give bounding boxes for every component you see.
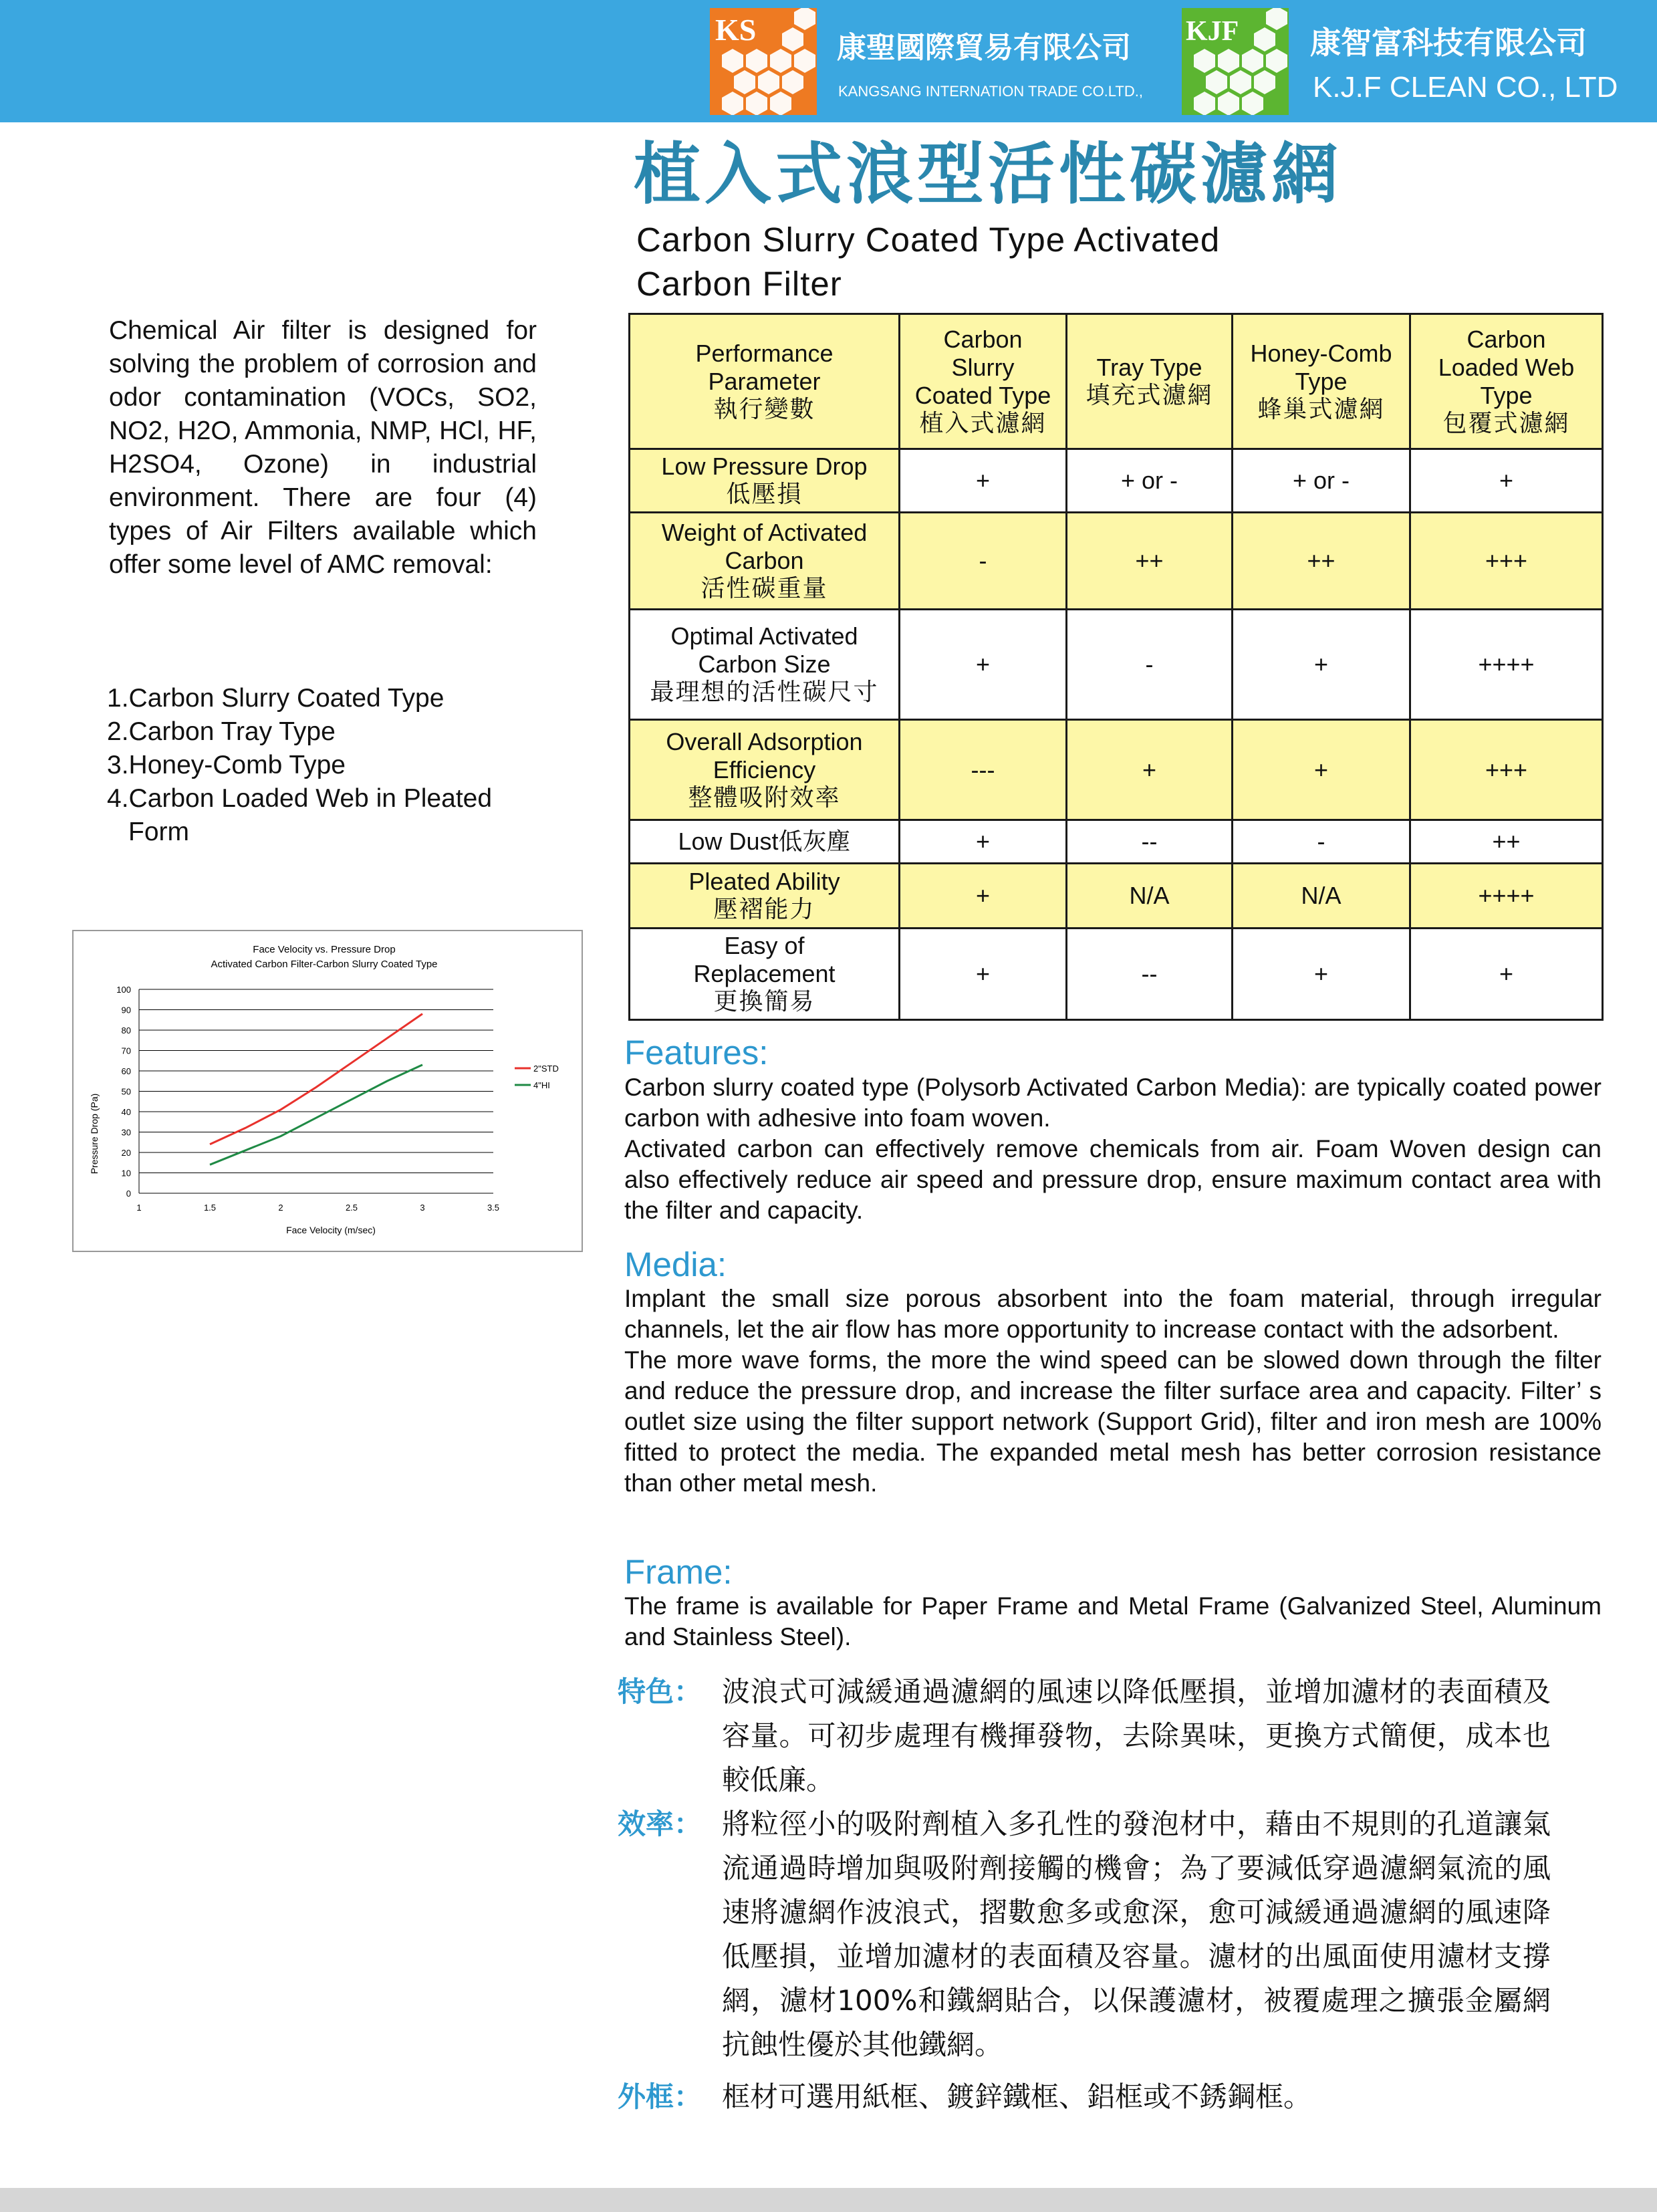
- zh-frame-text: 框材可選用紙框、鍍鋅鐵框、鋁框或不銹鋼框。: [722, 2080, 1312, 2113]
- kjf-logo: [1182, 8, 1289, 115]
- ks-logo-icon: [710, 8, 817, 115]
- chart-x-label: Face Velocity (m/sec): [286, 1225, 376, 1235]
- row-label: Low Pressure Drop 低壓損: [630, 449, 900, 513]
- row-label: Overall Adsorption Efficiency 整體吸附效率: [630, 720, 900, 820]
- y-tick-label: 80: [121, 1025, 131, 1035]
- media-heading: Media:: [624, 1245, 727, 1283]
- zh-frame-label: 外框：: [618, 2080, 703, 2113]
- row-label: Easy of Replacement 更換簡易: [630, 929, 900, 1020]
- chart-y-label: Pressure Drop (Pa): [89, 1093, 100, 1175]
- row-label: Low Dust低灰塵: [630, 820, 900, 864]
- header-slurry-coated: Carbon Slurry Coated Type 植入式濾網: [900, 314, 1067, 449]
- frame-paragraph-1: The frame is available for Paper Frame and Metal Frame (Galvanized Steel, Aluminum and Stainless Steel).: [624, 1592, 1602, 1650]
- table-cell: --: [1067, 820, 1233, 864]
- table-cell: N/A: [1067, 864, 1233, 929]
- intro-paragraph: Chemical Air filter is designed for solving the problem of corrosion and odor contamination (VOCs, SO2, NO2, H2O, Ammonia, NMP, HCl, HF, H2SO4, Ozone) in industrial environment. There are four (4) types of Air Filters available which offer some level of AMC removal:: [109, 316, 537, 579]
- table-cell: +: [1233, 610, 1410, 720]
- table-cell: + or -: [1067, 449, 1233, 513]
- table-cell: ++++: [1410, 864, 1603, 929]
- list-item: 3.Honey-Comb Type: [107, 751, 346, 779]
- y-tick-label: 40: [121, 1107, 131, 1117]
- table-cell: +: [1410, 449, 1603, 513]
- legend-label: 4"HI: [533, 1080, 550, 1090]
- features-paragraph-2: Activated carbon can effectively remove chemicals from air. Foam Woven design can also effectively reduce air speed and pressure drop, ensure maximum contact area with the filter and capacity.: [624, 1135, 1602, 1224]
- legend-label: 2"STD: [533, 1064, 559, 1074]
- row-label: Optimal Activated Carbon Size 最理想的活性碳尺寸: [630, 610, 900, 720]
- features-paragraph-1: Carbon slurry coated type (Polysorb Activated Carbon Media): are typically coated power carbon with adhesive into foam woven.: [624, 1074, 1602, 1132]
- table-cell: N/A: [1233, 864, 1410, 929]
- y-tick-label: 70: [121, 1046, 131, 1056]
- table-cell: +++: [1410, 720, 1603, 820]
- table-cell: --: [1067, 929, 1233, 1020]
- table-cell: ++: [1233, 513, 1410, 610]
- table-cell: +: [1067, 720, 1233, 820]
- table-cell: -: [1067, 610, 1233, 720]
- table-cell: +++: [1410, 513, 1603, 610]
- y-tick-label: 60: [121, 1066, 131, 1076]
- zh-efficiency-text: 將粒徑小的吸附劑植入多孔性的發泡材中，藉由不規則的孔道讓氣流通過時增加與吸附劑接觸的機會；為了要減低穿過濾網氣流的風速將濾網作波浪式，摺數愈多或愈深，愈可減緩通過濾網的風速降低壓損，並增加濾材的表面積及容量。濾材的出風面使用濾材支撐網，濾材100%和鐵網貼合，以保護濾材，被覆處理之擴張金屬網抗蝕性優於其他鐵網。: [722, 1808, 1551, 2061]
- table-row: [630, 864, 1603, 929]
- row-label: Weight of Activated Carbon 活性碳重量: [630, 513, 900, 610]
- filter-types-list: [107, 682, 535, 849]
- frame-body: [624, 1591, 1602, 1652]
- kjf-logo-icon: [1182, 8, 1289, 115]
- y-tick-label: 50: [121, 1086, 131, 1097]
- zh-efficiency-label: 效率：: [618, 1808, 703, 1840]
- list-item: 2.Carbon Tray Type: [107, 717, 336, 746]
- company2-name-en: K.J.F CLEAN CO., LTD: [1313, 71, 1618, 104]
- y-tick-label: 10: [121, 1168, 131, 1179]
- table-row: [630, 449, 1603, 513]
- x-tick-label: 1: [136, 1203, 142, 1213]
- y-tick-label: 100: [116, 985, 131, 995]
- frame-heading: Frame:: [624, 1553, 733, 1591]
- performance-table: [628, 313, 1604, 1021]
- ks-logo: [710, 8, 817, 115]
- table-cell: + or -: [1233, 449, 1410, 513]
- table-cell: +: [900, 449, 1067, 513]
- table-cell: +: [1233, 720, 1410, 820]
- media-body: [624, 1283, 1602, 1499]
- footer-bar: [0, 2188, 1657, 2212]
- company1-name-zh: 康聖國際貿易有限公司: [837, 31, 1131, 65]
- media-paragraph-1: Implant the small size porous absorbent into the foam material, through irregular channels, let the air flow has more opportunity to increase contact with the adsorbent.: [624, 1285, 1602, 1343]
- page-title-zh: 植入式浪型活性碳濾網: [634, 135, 1342, 213]
- x-tick-label: 2: [278, 1203, 283, 1213]
- page-title-en: Carbon Slurry Coated Type Activated Carbon Filter: [636, 221, 1221, 303]
- ks-logo-text: KS: [715, 13, 757, 47]
- table-row: [630, 610, 1603, 720]
- table-row: [630, 513, 1603, 610]
- header-performance: Performance Parameter 執行變數: [630, 314, 900, 449]
- zh-features-text: 波浪式可減緩通過濾網的風速以降低壓損，並增加濾材的表面積及容量。可初步處理有機揮發物，去除異味，更換方式簡便，成本也較低廉。: [722, 1675, 1551, 1796]
- list-item: 1.Carbon Slurry Coated Type: [107, 684, 444, 713]
- table-cell: +: [900, 820, 1067, 864]
- chart-title: Face Velocity vs. Pressure Drop: [253, 944, 396, 955]
- x-tick-label: 2.5: [345, 1203, 358, 1213]
- table-cell: ++: [1067, 513, 1233, 610]
- table-cell: +: [900, 610, 1067, 720]
- table-row: [630, 929, 1603, 1020]
- x-tick-label: 1.5: [203, 1203, 217, 1213]
- y-tick-label: 0: [126, 1189, 131, 1199]
- header-bar: [0, 0, 1657, 122]
- company2-name-zh: 康智富科技有限公司: [1310, 25, 1587, 61]
- table-cell: +: [1410, 929, 1603, 1020]
- zh-features-label: 特色：: [618, 1675, 703, 1708]
- chart-subtitle: Activated Carbon Filter-Carbon Slurry Coated Type: [211, 959, 438, 970]
- features-heading: Features:: [624, 1033, 769, 1072]
- y-tick-label: 20: [121, 1148, 131, 1158]
- table-row: [630, 720, 1603, 820]
- table-cell: +: [900, 929, 1067, 1020]
- table-cell: +: [900, 864, 1067, 929]
- table-cell: ---: [900, 720, 1067, 820]
- media-paragraph-2: The more wave forms, the more the wind speed can be slowed down through the filter and reduce the pressure drop, and increase the filter surface area and capacity. Filter’ s outlet size using the filter support network (Support Grid), filter and iron mesh are 100% fitted to protect the media. The expanded metal mesh has better corrosion resistance than other metal mesh.: [624, 1346, 1602, 1497]
- company1-name-en: KANGSANG INTERNATION TRADE CO.LTD.,: [838, 83, 1143, 100]
- y-tick-label: 30: [121, 1127, 131, 1138]
- y-tick-label: 90: [121, 1005, 131, 1015]
- kjf-logo-text: KJF: [1186, 16, 1239, 47]
- features-body: [624, 1072, 1602, 1226]
- x-tick-label: 3: [420, 1203, 425, 1213]
- pressure-drop-chart: [72, 930, 583, 1252]
- chart-svg: [74, 931, 582, 1251]
- table-row: [630, 820, 1603, 864]
- table-cell: -: [900, 513, 1067, 610]
- table-cell: +: [1233, 929, 1410, 1020]
- table-cell: ++: [1410, 820, 1603, 864]
- header-loaded-web: Carbon Loaded Web Type 包覆式濾網: [1410, 314, 1603, 449]
- table-cell: -: [1233, 820, 1410, 864]
- list-item: 4.Carbon Loaded Web in Pleated Form: [107, 784, 493, 846]
- x-tick-label: 3.5: [487, 1203, 500, 1213]
- table-cell: ++++: [1410, 610, 1603, 720]
- row-label: Pleated Ability 壓褶能力: [630, 864, 900, 929]
- series-line: [210, 1065, 422, 1164]
- header-tray-type: Tray Type 填充式濾網: [1067, 314, 1233, 449]
- header-honeycomb: Honey-Comb Type 蜂巢式濾網: [1233, 314, 1410, 449]
- table-header-row: [630, 314, 1603, 449]
